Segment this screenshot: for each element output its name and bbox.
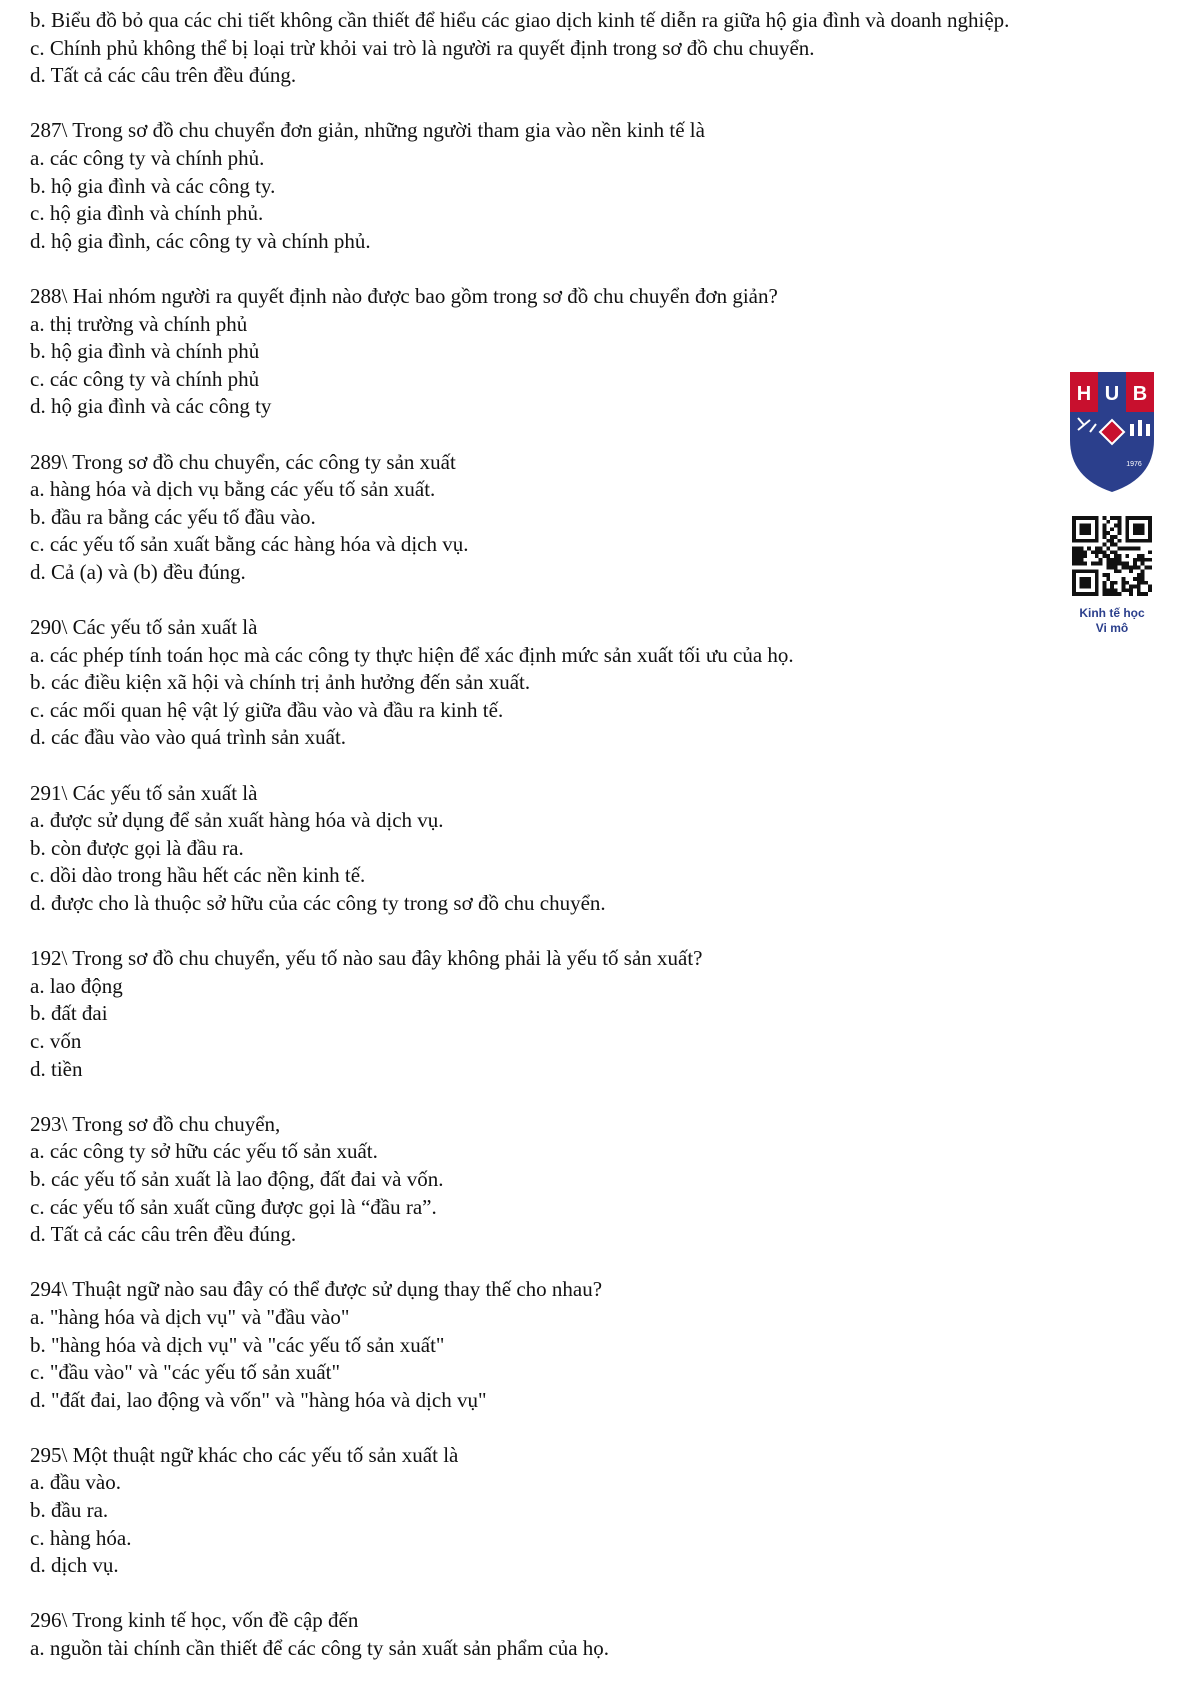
answer-option: c. dồi dào trong hầu hết các nền kinh tế. [30, 863, 366, 888]
answer-option: a. nguồn tài chính cần thiết để các công ty sản xuất sản phẩm của họ. [30, 1636, 610, 1661]
question-block [30, 945, 1160, 1083]
answer-option: a. hàng hóa và dịch vụ bằng các yếu tố sản xuất. [30, 477, 436, 502]
answer-option: b. đầu ra. [30, 1498, 109, 1523]
question-block [30, 117, 1160, 255]
question-stem: 294\ Thuật ngữ nào sau đây có thể được sử dụng thay thế cho nhau? [30, 1277, 603, 1302]
answer-option: d. Tất cả các câu trên đều đúng. [30, 63, 297, 88]
question-block [30, 1442, 1160, 1580]
answer-option: c. các yếu tố sản xuất cũng được gọi là “đầu ra”. [30, 1194, 437, 1219]
answer-option: b. đất đai [30, 1001, 108, 1026]
question-block [30, 449, 1160, 587]
question-block [30, 1276, 1160, 1414]
question-stem: 192\ Trong sơ đồ chu chuyển, yếu tố nào sau đây không phải là yếu tố sản xuất? [30, 946, 703, 971]
document-page [30, 7, 1160, 1663]
answer-option: d. được cho là thuộc sở hữu của các công ty trong sơ đồ chu chuyển. [30, 891, 606, 915]
answer-option: b. các yếu tố sản xuất là lao động, đất đai và vốn. [30, 1166, 444, 1191]
logo-letter-u: U [1104, 383, 1120, 405]
answer-option: d. tiền [30, 1056, 83, 1081]
question-continuation [30, 7, 1160, 90]
answer-option: a. đầu vào. [30, 1470, 121, 1495]
answer-option: d. hộ gia đình, các công ty và chính phủ. [30, 228, 371, 253]
answer-option: c. hàng hóa. [30, 1525, 132, 1550]
answer-option: a. thị trường và chính phủ [30, 311, 248, 336]
answer-option: b. hộ gia đình và chính phủ [30, 339, 260, 364]
answer-option: b. hộ gia đình và các công ty. [30, 173, 276, 198]
hub-logo-icon [1068, 370, 1156, 494]
answer-option: c. Chính phủ không thể bị loại trừ khỏi vai trò là người ra quyết định trong sơ đồ chu chuyển. [30, 35, 815, 60]
question-block [30, 1607, 1160, 1662]
answer-option: c. các yếu tố sản xuất bằng các hàng hóa và dịch vụ. [30, 532, 469, 557]
answer-option: a. các công ty sở hữu các yếu tố sản xuất. [30, 1139, 378, 1164]
answer-option: a. các công ty và chính phủ. [30, 145, 265, 170]
question-stem: 293\ Trong sơ đồ chu chuyển, [30, 1111, 281, 1136]
question-stem: 291\ Các yếu tố sản xuất là [30, 780, 258, 805]
answer-option: b. còn được gọi là đầu ra. [30, 835, 244, 860]
answer-option: b. "hàng hóa và dịch vụ" và "các yếu tố sản xuất" [30, 1332, 445, 1357]
question-block [30, 1111, 1160, 1249]
answer-option: c. "đầu vào" và "các yếu tố sản xuất" [30, 1360, 341, 1385]
question-stem: 290\ Các yếu tố sản xuất là [30, 615, 258, 640]
answer-option: d. các đầu vào vào quá trình sản xuất. [30, 725, 347, 750]
answer-option: b. các điều kiện xã hội và chính trị ảnh hưởng đến sản xuất. [30, 670, 531, 695]
answer-option: c. các mối quan hệ vật lý giữa đầu vào và đầu ra kinh tế. [30, 697, 504, 722]
question-block [30, 614, 1160, 752]
caption-line-1: Kinh tế học [1079, 606, 1145, 620]
question-block [30, 283, 1160, 421]
question-block [30, 780, 1160, 918]
question-stem: 295\ Một thuật ngữ khác cho các yếu tố sản xuất là [30, 1442, 459, 1467]
question-stem: 289\ Trong sơ đồ chu chuyển, các công ty sản xuất [30, 449, 456, 474]
answer-option: d. hộ gia đình và các công ty [30, 394, 272, 419]
answer-option: d. "đất đai, lao động và vốn" và "hàng hóa và dịch vụ" [30, 1387, 487, 1412]
question-stem: 288\ Hai nhóm người ra quyết định nào được bao gồm trong sơ đồ chu chuyển đơn giản? [30, 283, 778, 308]
answer-option: a. được sử dụng để sản xuất hàng hóa và dịch vụ. [30, 808, 444, 833]
answer-option: d. Cả (a) và (b) đều đúng. [30, 559, 246, 584]
answer-option: b. Biểu đồ bỏ qua các chi tiết không cần thiết để hiểu các giao dịch kinh tế diễn ra giữa hộ gia đình và doanh nghiệp. [30, 8, 1010, 32]
caption-line-2: Vi mô [1095, 621, 1129, 635]
question-stem: 296\ Trong kinh tế học, vốn đề cập đến [30, 1608, 359, 1633]
answer-option: d. dịch vụ. [30, 1553, 119, 1578]
logo-year: 1976 [1126, 461, 1142, 468]
answer-option: a. lao động [30, 973, 123, 998]
answer-option: c. vốn [30, 1028, 82, 1053]
answer-option: b. đầu ra bằng các yếu tố đầu vào. [30, 504, 316, 529]
watermark-caption [1064, 606, 1160, 636]
answer-option: d. Tất cả các câu trên đều đúng. [30, 1222, 297, 1247]
answer-option: a. "hàng hóa và dịch vụ" và "đầu vào" [30, 1304, 350, 1329]
answer-option: c. các công ty và chính phủ [30, 366, 260, 391]
logo-letter-h: H [1076, 383, 1092, 405]
logo-letter-b: B [1132, 383, 1148, 405]
answer-option: a. các phép tính toán học mà các công ty thực hiện để xác định mức sản xuất tối ưu của họ. [30, 642, 794, 667]
qr-code-icon [1072, 516, 1152, 596]
question-stem: 287\ Trong sơ đồ chu chuyển đơn giản, những người tham gia vào nền kinh tế là [30, 118, 705, 143]
answer-option: c. hộ gia đình và chính phủ. [30, 201, 264, 226]
